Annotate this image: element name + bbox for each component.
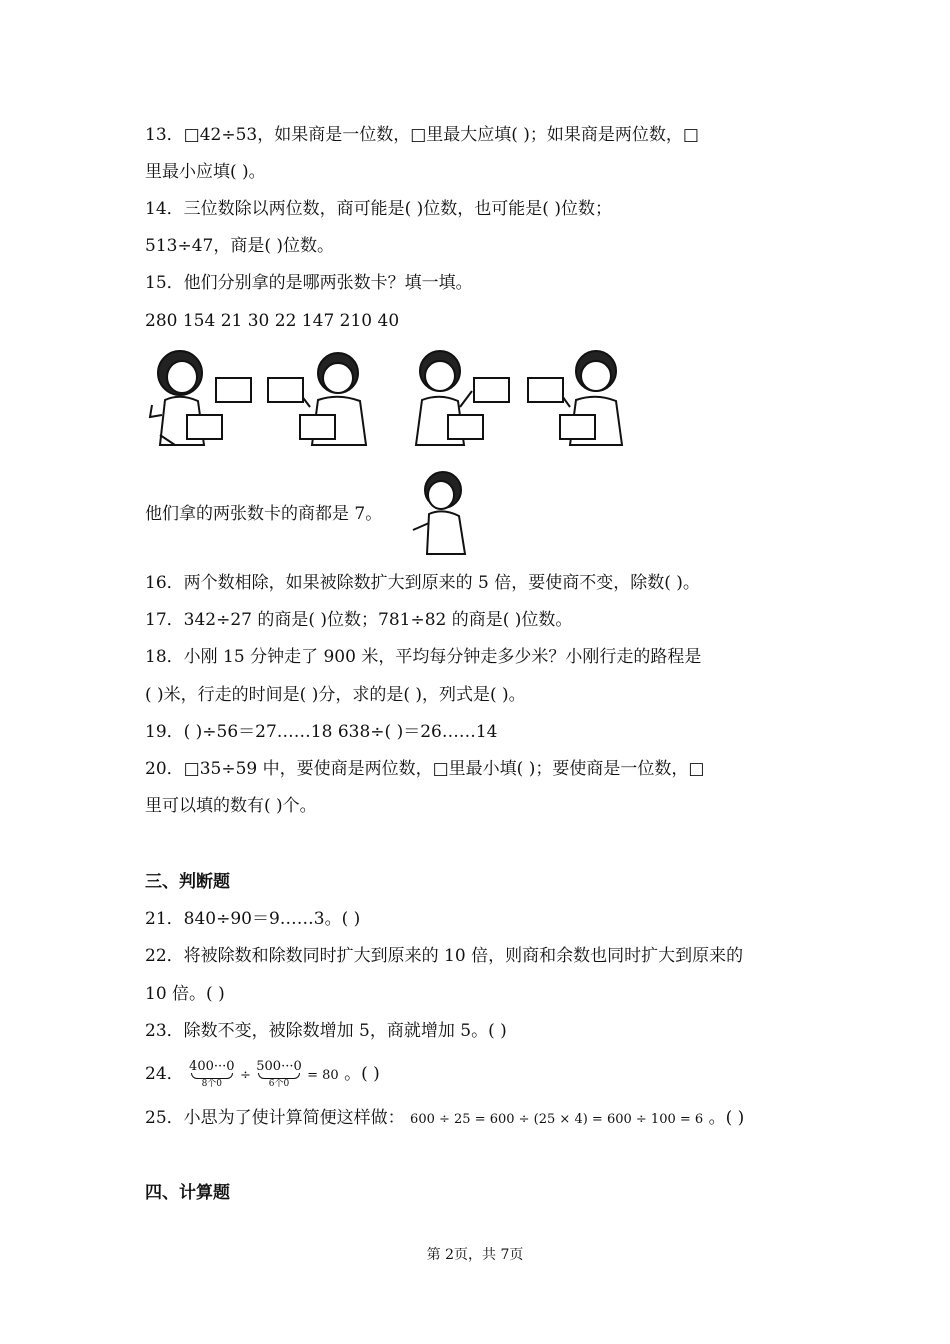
- question-19-text: 19．( )÷56＝27……18 638÷( )＝26……14: [145, 722, 498, 742]
- card-3b: [448, 415, 483, 439]
- question-15-text: 15．他们分别拿的是哪两张数卡？填一填。: [145, 273, 473, 293]
- question-23-text: 23．除数不变，被除数增加 5，商就增加 5。( ): [145, 1021, 507, 1041]
- question-24-prefix: 24．: [145, 1064, 184, 1084]
- equals-result: = 80: [307, 1068, 339, 1083]
- question-24: [145, 1056, 380, 1094]
- question-22-line-1: 22．将被除数和除数同时扩大到原来的 10 倍，则商和余数也同时扩大到原来的: [145, 946, 744, 966]
- question-18-line-2: ( )米，行走的时间是( )分，求的是( )，列式是( )。: [145, 685, 526, 705]
- question-14-line-2: 513÷47，商是( )位数。: [145, 236, 334, 256]
- card-2b: [300, 415, 335, 439]
- question-21-text: 21．840÷90＝9……3。( ): [145, 909, 361, 929]
- children-holding-cards-illustration: [140, 345, 640, 460]
- question-25-prefix: 25．小思为了使计算简便这样做：: [145, 1108, 405, 1128]
- question-25-math: 600 ÷ 25 = 600 ÷ (25 × 4) = 600 ÷ 100 = 6: [410, 1112, 704, 1127]
- boy-speaking-illustration: [405, 468, 477, 558]
- question-22-line-2: 10 倍。( ): [145, 984, 225, 1004]
- division-sign: ÷: [239, 1068, 251, 1083]
- question-24-suffix: 。( ): [344, 1064, 380, 1084]
- question-25: [145, 1107, 744, 1131]
- question-14-line-1: 14．三位数除以两位数，商可能是( )位数，也可能是( )位数；: [145, 199, 612, 219]
- section-heading-calculation: 四、计算题: [145, 1183, 230, 1203]
- card-1a: [216, 378, 251, 402]
- number-cards-list: 280 154 21 30 22 147 210 40: [145, 311, 400, 331]
- card-2a: [268, 378, 303, 402]
- card-4a: [528, 378, 563, 402]
- question-13-line-1: 13．□42÷53，如果商是一位数，□里最大应填( )；如果商是两位数，□: [145, 125, 699, 145]
- question-18-line-1: 18．小刚 15 分钟走了 900 米，平均每分钟走多少米？小刚行走的路程是: [145, 647, 702, 667]
- quotient-statement: 他们拿的两张数卡的商都是 7。: [145, 504, 383, 524]
- page-footer: 第 2页，共 7页: [426, 1247, 524, 1263]
- question-20-line-2: 里可以填的数有( )个。: [145, 796, 317, 816]
- question-16-text: 16．两个数相除，如果被除数扩大到原来的 5 倍，要使商不变，除数( )。: [145, 573, 700, 593]
- question-20-line-1: 20．□35÷59 中，要使商是两位数，□里最小填( )；要使商是一位数，□: [145, 759, 705, 779]
- dividend-expression: 400···0 8个0: [189, 1058, 235, 1089]
- card-3a: [474, 378, 509, 402]
- question-25-suffix: 。( ): [708, 1108, 745, 1128]
- card-1b: [187, 415, 222, 439]
- question-13-line-2: 里最小应填( )。: [145, 162, 266, 182]
- section-heading-judgment: 三、判断题: [145, 872, 230, 892]
- card-4b: [560, 415, 595, 439]
- question-17-text: 17．342÷27 的商是( )位数；781÷82 的商是( )位数。: [145, 610, 573, 630]
- divisor-expression: 500···0 6个0: [256, 1058, 302, 1089]
